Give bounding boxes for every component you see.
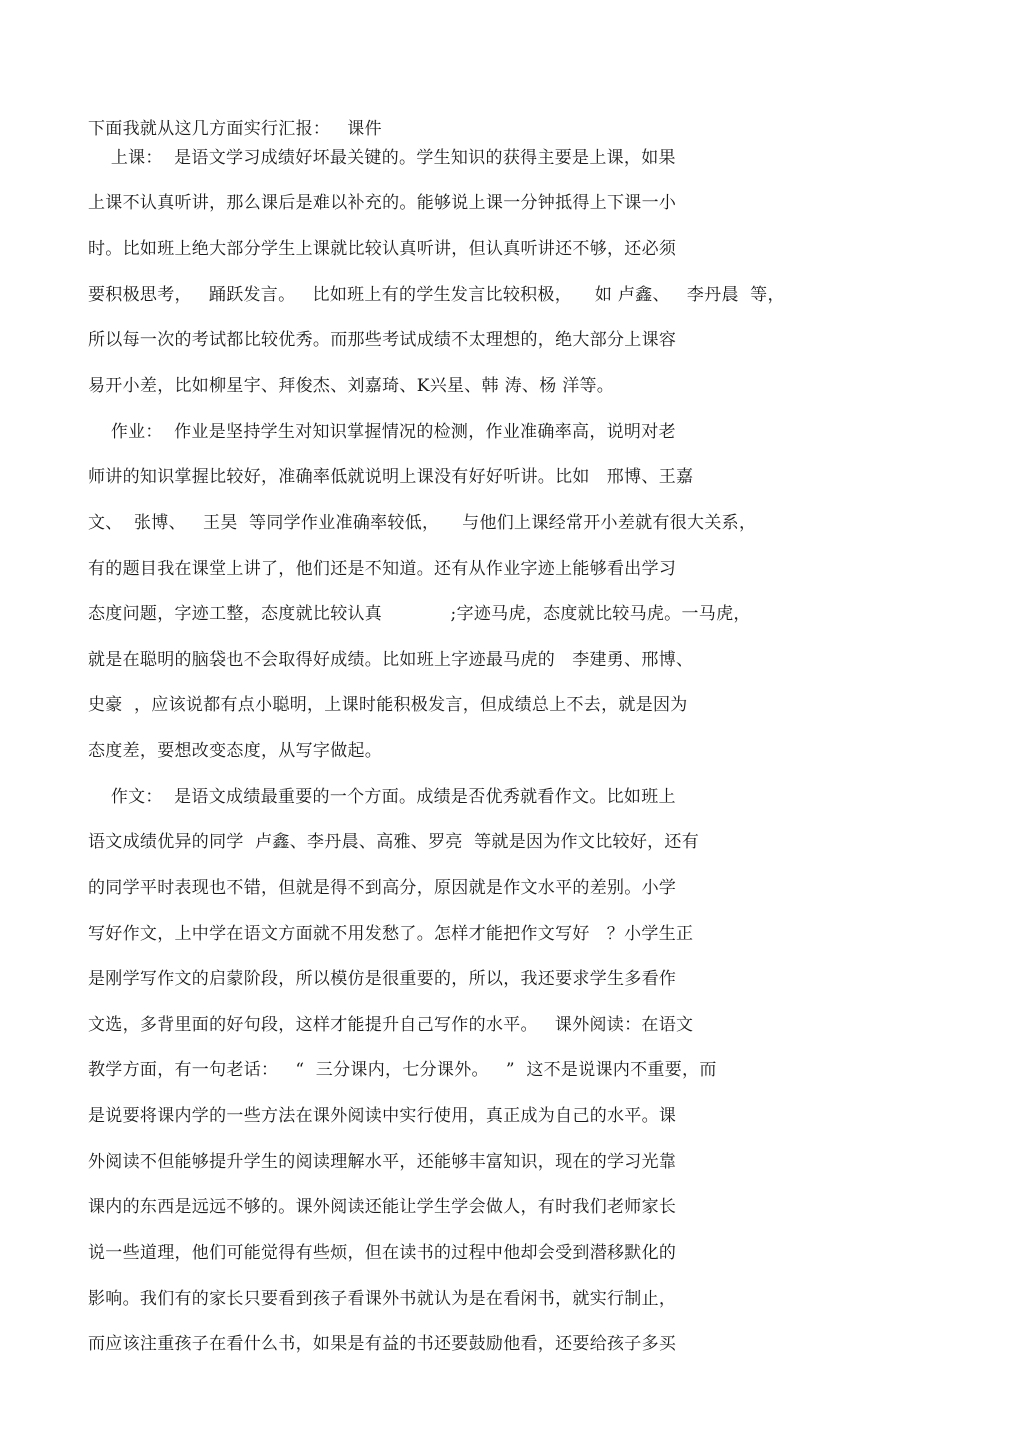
text-line: 课内的东西是远远不够的。课外阅读还能让学生学会做人，有时我们老师家长 [88,1197,677,1217]
text-line: 态度问题，字迹工整，态度就比较认真 ;字迹马虎，态度就比较马虎。一马虎， [88,604,751,624]
text-line: 上课： 是语文学习成绩好坏最关键的。学生知识的获得主要是上课，如果 [88,148,676,168]
text-line: 作业： 作业是坚持学生对知识掌握情况的检测，作业准确率高，说明对老 [88,422,676,442]
text-line: 写好作文，上中学在语文方面就不用发愁了。怎样才能把作文写好 ？小学生正 [88,924,694,944]
text-line: 下面我就从这几方面实行汇报： 课件 [88,119,382,139]
text-line: 影响。我们有的家长只要看到孩子看课外书就认为是在看闲书，就实行制止， [88,1289,677,1309]
text-line: 说一些道理，他们可能觉得有些烦，但在读书的过程中他却会受到潜移默化的 [88,1243,677,1263]
text-line: 文、 张博、 王昊 等同学作业准确率较低， 与他们上课经常开小差就有很大关系， [88,513,757,533]
text-line: 教学方面，有一句老话： “ 三分课内，七分课外。 ” 这不是说课内不重要，而 [88,1060,717,1080]
text-line: 语文成绩优异的同学 卢鑫、李丹晨、高雅、罗亮 等就是因为作文比较好，还有 [88,832,700,852]
text-line: 要积极思考， 踊跃发言。 比如班上有的学生发言比较积极， 如 卢鑫、 李丹晨 等， [88,285,785,305]
text-line: 就是在聪明的脑袋也不会取得好成绩。比如班上字迹最马虎的 李建勇、邢博、 [88,650,694,670]
text-line: 而应该注重孩子在看什么书，如果是有益的书还要鼓励他看，还要给孩子多买 [88,1334,677,1354]
text-line: 文选，多背里面的好句段，这样才能提升自己写作的水平。 课外阅读：在语文 [88,1015,694,1035]
text-line: 所以每一次的考试都比较优秀。而那些考试成绩不太理想的，绝大部分上课容 [88,330,677,350]
text-line: 师讲的知识掌握比较好，准确率低就说明上课没有好好听讲。比如 邢博、王嘉 [88,467,694,487]
text-line: 有的题目我在课堂上讲了，他们还是不知道。还有从作业字迹上能够看出学习 [88,559,677,579]
text-line: 时。比如班上绝大部分学生上课就比较认真听讲，但认真听讲还不够，还必须 [88,239,677,259]
text-line: 是说要将课内学的一些方法在课外阅读中实行使用，真正成为自己的水平。课 [88,1106,677,1126]
text-line: 作文： 是语文成绩最重要的一个方面。成绩是否优秀就看作文。比如班上 [88,787,676,807]
text-line: 上课不认真听讲，那么课后是难以补充的。能够说上课一分钟抵得上下课一小 [88,193,677,213]
text-line: 外阅读不但能够提升学生的阅读理解水平，还能够丰富知识，现在的学习光靠 [88,1152,677,1172]
text-line: 的同学平时表现也不错，但就是得不到高分，原因就是作文水平的差别。小学 [88,878,677,898]
text-line: 是刚学写作文的启蒙阶段，所以模仿是很重要的，所以，我还要求学生多看作 [88,969,677,989]
text-line: 态度差，要想改变态度，从写字做起。 [88,741,383,761]
text-line: 史豪 ，应该说都有点小聪明，上课时能积极发言，但成绩总上不去，就是因为 [88,695,688,715]
text-line: 易开小差，比如柳星宇、拜俊杰、刘嘉琦、K兴星、韩 涛、杨 洋等。 [88,376,615,396]
